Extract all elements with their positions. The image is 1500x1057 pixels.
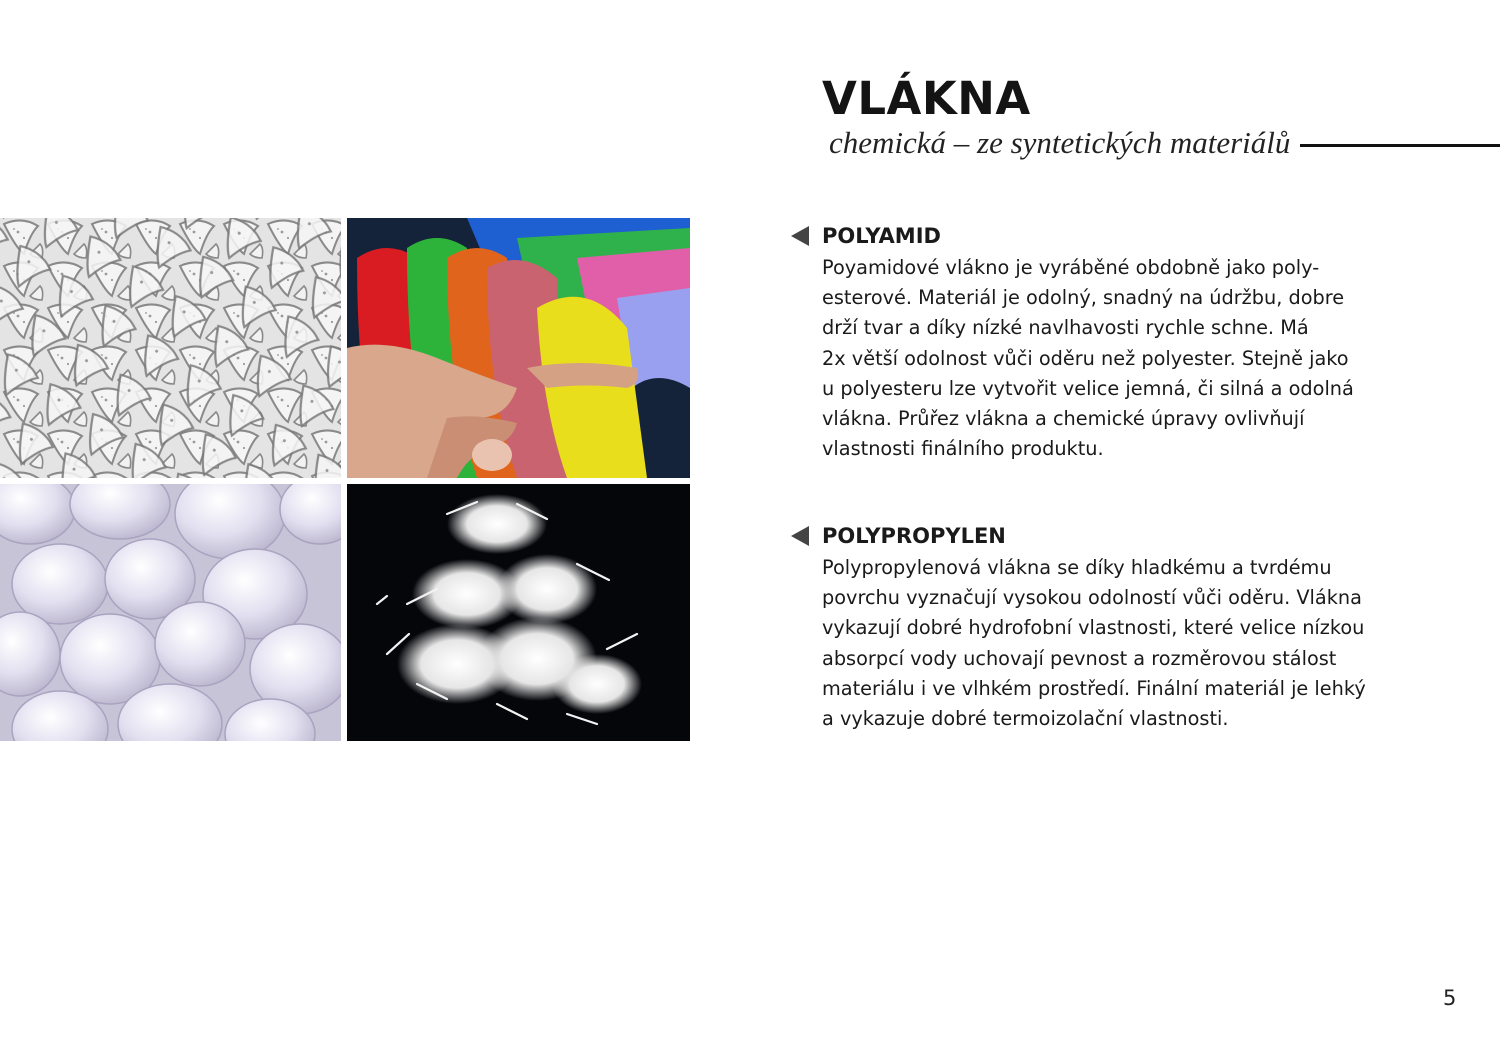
colored-fibers-image: [347, 218, 690, 478]
polypropylene-fibers-image: [347, 484, 690, 741]
body-line: esterové. Materiál je odolný, snadný na údržbu, dobre: [822, 286, 1345, 310]
fiber-cross-section-image: [0, 218, 341, 478]
triangle-left-icon: [791, 526, 809, 546]
body-line: u polyesteru lze vytvořit velice jemná, či silná a odolná: [822, 376, 1354, 400]
fiber-cross-section-photo: [0, 218, 341, 478]
section-heading: [791, 222, 1431, 250]
body-line: vykazují dobré hydrofobní vlastnosti, které velice nízkou: [822, 616, 1365, 640]
body-line: Polypropylenová vlákna se díky hladkému a tvrdému: [822, 556, 1332, 579]
section-title: POLYPROPYLEN: [822, 524, 1006, 548]
polymer-pellets-image: [0, 484, 341, 741]
body-line: Poyamidové vlákno je vyráběné obdobně jako poly-: [822, 256, 1320, 279]
section-heading: [791, 522, 1431, 550]
section-polyamid: [791, 222, 1431, 464]
page-title: VLÁKNA: [822, 72, 1031, 125]
body-line: absorpcí vody uchovají pevnost a rozměrovou stálost: [822, 646, 1337, 670]
body-line: materiálu i ve vlhkém prostředí. Finální materiál je lehký: [822, 676, 1366, 700]
section-body: [822, 253, 1422, 464]
colored-fibers-photo: [347, 218, 690, 478]
body-line: vlastnosti finálního produktu.: [822, 437, 1104, 461]
section-body: [822, 553, 1422, 734]
section-title: POLYAMID: [822, 224, 941, 248]
triangle-left-icon: [791, 226, 809, 246]
body-line: drží tvar a díky nízké navlhavosti rychle schne. Má: [822, 316, 1309, 340]
body-line: vlákna. Průřez vlákna a chemické úpravy ovlivňují: [822, 407, 1305, 431]
page-number: 5: [1443, 986, 1457, 1010]
body-line: a vykazuje dobré termoizolační vlastnosti.: [822, 707, 1229, 731]
body-line: 2x větší odolnost vůči oděru než polyester. Stejně jako: [822, 346, 1349, 370]
body-line: povrchu vyznačují vysokou odolností vůči oděru. Vlákna: [822, 586, 1362, 610]
polymer-pellets-photo: [0, 484, 341, 741]
page-subtitle: chemická – ze syntetických materiálů: [829, 125, 1291, 160]
polypropylene-fibers-photo: [347, 484, 690, 741]
section-polypropylen: [791, 522, 1431, 734]
title-rule: [1300, 144, 1500, 147]
